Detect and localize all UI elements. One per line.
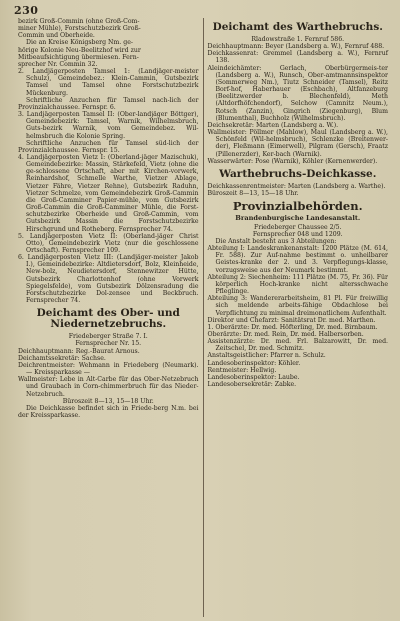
section-line: Büroszeit 8—13, 15—18 Uhr. (207, 189, 299, 197)
section-heading: Deichamt des Ober- und Niedernetzebruchs. (36, 307, 180, 331)
post-note: Schriftliche Anzuchen für Tamsel nach-lich der Provinzialchaussee. Fernspr. 6. (18, 96, 199, 111)
intro-line: Commin und Oberheide. (18, 32, 95, 40)
section-line: Wasserwärter: Pose (Warnik), Köhler (Kernenwerder). (207, 157, 378, 165)
post-entry: 6. Landjägerposten Vietz III: (Landjäger-meister Jakob I.), Gemeindebezirke: Altdietersdorf, Bolz, Kleinheide, New-bolz, Neudietersdorf, Stennewitzer Hütte, Gutsbezirk Charlottenhof (ohne Vorwerk Spiegelsfelde), vom Gutsbezirk Dölzensradung die Forstschutzbezirke Dol-zensee und Beckbruch. Fernsprecher 74. (18, 254, 199, 305)
section-address: Friedeberger Chaussee 2/5. (253, 223, 342, 231)
section-line: Landesoberinspektor: Köhler. (207, 359, 301, 367)
section-line: Abteilung I: Landeskrankenanstalt: 1200 Plätze (M. 614, Fr. 588). Zur Auf-nahme bestimmt o. unheilbarer Geistes-kranke der 2. und 3. Verpflegungs-klasse, vorzugsweise aus der Neumark bestimmt. (207, 245, 388, 274)
intro-line: sprecher Nr. Commin 32. (18, 60, 98, 68)
section-line: Oberärzte: Dr. med. Rein, Dr. med. Halbersorben. (207, 330, 364, 338)
post-entry: 3. Landjägerposten Tamsel II: (Ober-landjäger Böttger), Gemeindebezirk: Tamsel, Warnik, Wilhelmsbruch, Guts-bezirk Warnik, vom Gemeindebez. Wil-helmsbruch die Kolonie Spring. (18, 111, 199, 140)
left-column (14, 18, 204, 617)
section-line: Landesoberinspektor: Laube. (207, 373, 300, 381)
section-line: Assistenzärzte: Dr. med. Frl. Balzarowitt, Dr. med. Zeitschel, Dr. med. Schmitz. (207, 338, 388, 353)
section-line: Aleindeichämter: Gerlach, Oberbürgermeis-ter (Landsberg a. W.), Runsch, Ober-amtmannsinspektor (Sommerweg Nm.), Tiutz Schneider (Tamsel), Reitz Borf-hof, Haberhauer (Eschbach), Altfanzeburg (Beelitzwerder b. Blechenfeld), Meth (Altdorfhöfchendorf), Selchow (Camnitz Neum.), Rotsch (Zanzin), Gingrich (Ziegenburg), Blum (Blumenthal), Buchholz (Wilhelmsbruch). (207, 64, 388, 122)
section-line: Deichamtssekretär: Sachse. (18, 354, 106, 362)
section-line: Abteilung 3: Wandererarbeitsheim, 81 Pl. Für freiwillig sich meldende arbeits-fähige Obdachlose bei Verpflichtung zu minimal dreimonatlichem Aufenthalt. (207, 295, 388, 317)
intro-line: bezirk Groß-Commin (ohne Groß-Com- (18, 18, 140, 25)
section-line: Deichsekretär: Marten (Landsberg a. W.). (207, 121, 339, 129)
section-line: Deichrentmeister: Wehmann in Friedeberg (Neumark). — Kreissparkasse — (18, 361, 199, 377)
section-address: Rladowstraße 1. Fernruf 586. (251, 36, 345, 43)
section-address: Friedeberger Straße 7. I. (68, 333, 148, 341)
section-phone: Fernsprecher 048 und 1209. (252, 230, 343, 238)
section-line: Wallmeister: Pöllmer (Mahlow), Maul (Landsberg a. W.), Schönfeld (Wil-helmsbruch), Schlenzke (Breitenwer-der), Fleßmann (Eimerwell), Pilgram (Gersch), Fraatz (Pillenerzder), Ker-bach (Warnik). (207, 129, 388, 158)
section-line: Deichkassenrat: Gremmel (Landsberg a. W.), Fernruf 138. (207, 50, 388, 65)
section-line: Büroszeit 8—13, 15—18 Uhr. (62, 397, 154, 405)
two-column-layout (14, 18, 392, 617)
section-line: Die Anstalt besteht aus 3 Abteilungen: (215, 237, 337, 245)
post-entry: 2. Landjägerposten Tamsel 1: (Landjäger-meister Schulz), Gemeindebez.: Klein-Cammin, Gutsbezirk Tamsel und Tamsel ohne Forstschutzbezirk Mückenburg. (18, 68, 199, 97)
section-line: Rentmeister: Hellwig. (207, 366, 277, 374)
section-phone: Fernsprecher Nr. 15. (75, 340, 142, 348)
section-line: Abteilung 2: Siechenheim: 111 Plätze (M. 75, Fr. 36). Für körperlich Hoch-kranke nicht altersschwache Pfleglinge. (207, 273, 388, 296)
section-line: Landesobersekretär: Zabke. (207, 381, 297, 389)
intro-line: hörige Kolonie Neu-Beelitzhof wird zur (18, 46, 141, 54)
section-line: Wallmeister: Lebe in Alt-Carbe für das Ober-Netzebruch und Graubach in Corn-chimmerbruch für das Nieder-Netzebruch. (18, 376, 199, 398)
intro-line: Mitbeaufsichtigung übermiesen. Fern- (18, 53, 139, 61)
section-line: Die Deichkasse befindet sich in Friede-berg N.m. bei der Kreissparkasse. (18, 404, 199, 419)
intro-line: miner Mühle), Forstschutzbezirk Groß- (18, 25, 141, 33)
page-number: 230 (14, 4, 39, 17)
section-heading: Provinzialbehörden. (232, 199, 363, 214)
section-line: Direktor und Chefarzt: Sanitätsrat Dr. med. Marthen. (207, 316, 376, 324)
post-entry: 4. Landjägerposten Vietz I: (Oberland-jäger Mazischuk), Gemeindebezirke: Massin, Stärkefeld, Vietz (ohne die ge-schlossene Ortschaft, aber mit Kirchen-vorwerk, Reinhardshof, Schmelle Warthe, Vietzer Ablage, Vietzer Fähre, Vietzer Rehne), Gutsbezirk Raduhn, Vietzer Schmelze, vom Gemeindebezirk Groß-Cammin die Groß-Camminer Papier-mühle, vom Gutsbezirk Groß-Cammin die Groß-Camminer Mühle, die Forst-schutzbezirke Oberheide und Groß-Cammin, vom Gutsbezirk Massin die Forstschutzbezirke Hirschgrund und Rotheberg. Fernsprecher 74. (18, 153, 199, 233)
section-line: Deichhauptmann: Beyer (Landsberg a. W.), Fernruf 488. (207, 43, 385, 51)
post-note: Schriftliche Anzuchen für Tamsel süd-lich der Provinzialchaussee. Fernspr. 15. (18, 139, 199, 154)
intro-line: Die an Kreise Königsberg Nm. ge- (26, 39, 133, 47)
right-column (204, 18, 393, 617)
section-line: 1. Oberärzte: Dr. med. Höfterling, Dr. med. Birnbaum. (207, 323, 378, 331)
post-entry: 5. Landjägerposten Vietz II: (Oberland-jäger Christ Otto), Gemeindebezirk Vietz (nur die geschlossene Ortschaft). Fernsprecher 109. (18, 232, 199, 254)
section-subheading: Brandenburgische Landesanstalt. (235, 214, 361, 223)
section-heading: Warthebruchs-Deichkasse. (219, 167, 377, 180)
section-line: Deichhauptmann: Reg.-Baurat Arnous. (18, 347, 140, 355)
section-line: Deichkassenrentmeister: Marten (Landsberg a. Warthe). (207, 182, 386, 190)
section-line: Anstaltsgeistlicher: Pfarrer n. Schulz. (207, 352, 326, 360)
section-heading: Deichamt des Warthebruchs. (212, 21, 383, 33)
